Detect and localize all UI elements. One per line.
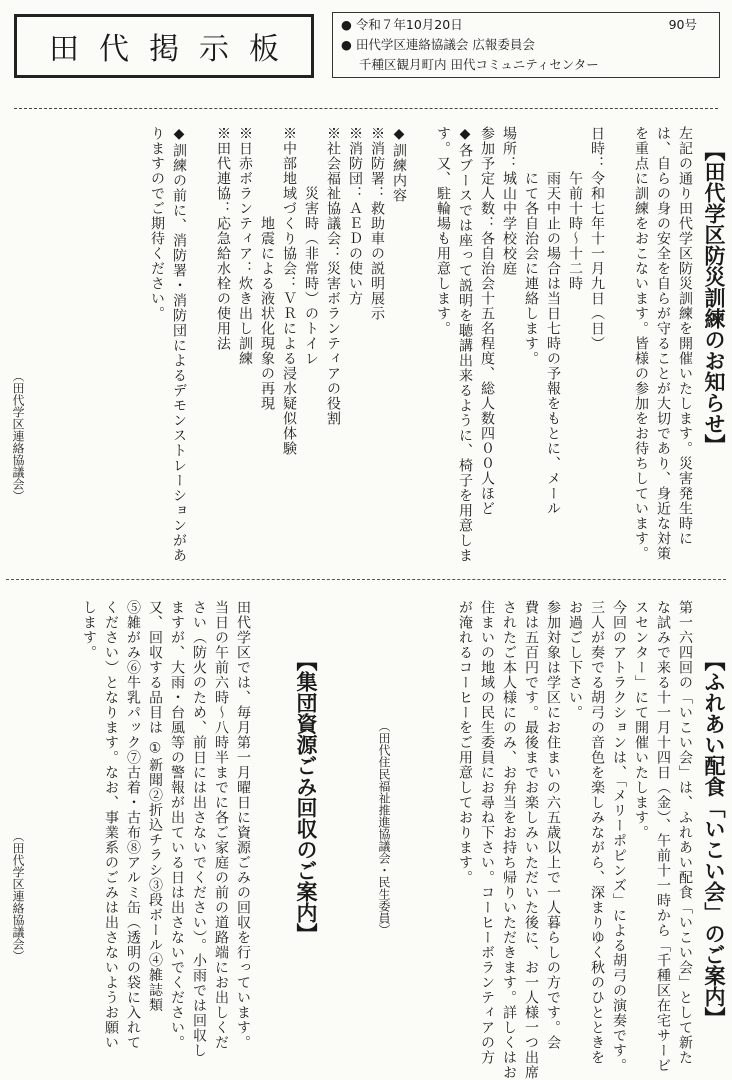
fureai-heading: 【ふれあい配食「いこい会」のご案内】	[702, 650, 726, 1028]
address-line: 千種区観月町内 田代コミュニティセンター	[359, 57, 599, 72]
fureai-line: が淹れるコーヒーをご用意しております。	[457, 600, 473, 885]
fureai-line: 今回のアトラクションは、「メリーポピンズ」による胡弓の演奏です。	[611, 600, 627, 1073]
bousai-signature: （田代学区連絡協議会）	[11, 370, 25, 502]
fureai-line: 住まいの地域の民生委員にお尋ね下さい。コーヒーボランティアの方	[479, 600, 495, 1065]
gomi-line: 又、回収する品目は ①新聞②折込チラシ③段ボール④雑誌類	[147, 600, 163, 1013]
bousai-line: 参加予定人数：各自治会十五名程度、総人数四００人ほど	[479, 126, 495, 516]
fureai-line: 費は五百円です。最後までお楽しみいただいた後に、お一人様一つ出席	[523, 600, 539, 1080]
bousai-line: にて各自治会に連絡します。	[523, 126, 539, 366]
bousai-line: 雨天中止の場合は当日七時の予報をもとに、メール	[545, 126, 561, 516]
bousai-line	[410, 126, 432, 566]
top-divider	[14, 108, 718, 109]
bousai-line: 左記の通り田代学区防災訓練を開催いたします。災害発生時に	[677, 126, 693, 546]
fureai-signature: （田代住民福祉推進協議会・民生委員）	[377, 720, 391, 936]
fureai-body	[454, 600, 696, 1080]
gomi-body	[78, 600, 254, 1060]
gomi-line: ください）となります。なお、事業系のごみは出さないようお願い	[103, 600, 119, 1050]
bousai-line: ※社会福祉協議会：災害ボランティアの役割	[325, 126, 341, 426]
bousai-line: りますのでご期待ください。	[149, 126, 165, 321]
bousai-line	[190, 126, 212, 566]
gomi-heading: 【集団資源ごみ回収のご案内】	[294, 650, 318, 944]
bousai-line: ※消防署：救助車の説明展示	[369, 126, 385, 321]
bousai-line: ◆各ブースでは座って説明を聴講出来るように、椅子を用意しま	[457, 126, 473, 563]
bousai-line: 場所：城山中学校校庭	[501, 126, 517, 276]
fureai-line: スセンター」にて開催いたします。	[633, 600, 649, 840]
bousai-line: ※消防団：ＡＥＤの使い方	[347, 126, 363, 306]
bousai-line: ◆訓練内容	[391, 126, 407, 203]
bousai-heading: 【田代学区防災訓練のお知らせ】	[702, 140, 726, 455]
date-line: ● 令和７年10月20日	[341, 17, 463, 32]
bulletin-title: 田代掲示板	[14, 14, 314, 78]
issue-number: 90号	[668, 17, 697, 32]
bousai-line: す。又、駐輪場も用意します。	[435, 126, 451, 336]
bousai-line: 午前十時〜十二時	[567, 126, 583, 291]
bousai-line: 日時：令和七年十一月九日（日）	[589, 126, 605, 351]
bousai-line: は、自らの身の安全を自らが守ることが大切であり、身近な対策	[655, 126, 671, 561]
gomi-line: さい（防火のため、前日には出さないでください）。小雨では回収し	[191, 600, 207, 1058]
bousai-line	[608, 126, 630, 566]
header-info	[332, 12, 720, 78]
fureai-line: 第一六四回の「いこい会」は、ふれあい配食「いこい会」として新た	[677, 600, 693, 1065]
bousai-line: を重点に訓練をおこないます。皆様の参加をお待ちしています。	[633, 126, 649, 561]
gomi-line: 当日の午前六時〜八時半までに各ご家庭の前の道路端にお出しくだ	[213, 600, 229, 1050]
gomi-signature: （田代学区連絡協議会）	[11, 830, 25, 962]
organization-line: ● 田代学区連絡協議会 広報委員会	[341, 37, 535, 52]
bousai-line: ◆訓練の前に、消防署・消防団によるデモンストレーションがあ	[171, 126, 187, 563]
bousai-line: 災害時（非常時）のトイレ	[303, 126, 319, 366]
bousai-line: ※中部地域づくり協会：ＶＲによる浸水疑似体験	[281, 126, 297, 456]
gomi-line: ますが、大雨・台風等の警報が出ている日は出さないでください。	[169, 600, 185, 1050]
fureai-line: お過ごし下さい。	[567, 600, 583, 720]
bousai-line: ※田代連協：応急給水栓の使用法	[215, 126, 231, 351]
bousai-line: ※日赤ボランティア：炊き出し訓練	[237, 126, 253, 366]
bousai-body	[146, 126, 696, 566]
bousai-line: 地震による液状化現象の再現	[259, 126, 275, 411]
gomi-line: ⑤雑がみ⑥牛乳パック⑦古着・古布⑧アルミ缶（透明の袋に入れて	[125, 600, 141, 1050]
fureai-line: 三人が奏でる胡弓の音色を楽しみながら、深まりゆく秋のひとときを	[589, 600, 605, 1065]
fureai-line: されたご本人様にのみ、お弁当をお持ち帰りいただきます。詳しくはお	[501, 600, 517, 1080]
gomi-line: 田代学区では、毎月第一月曜日に資源ごみの回収を行っています。	[235, 600, 251, 1050]
fureai-line: な試みで来る十一月十四日（金）、午前十一時から「千種区在宅サービ	[655, 600, 671, 1073]
fureai-line: 参加対象は学区にお住まいの六五歳以上で一人暮らしの方です。会	[545, 600, 561, 1050]
middle-divider	[6, 579, 726, 580]
gomi-line: します。	[81, 600, 97, 660]
